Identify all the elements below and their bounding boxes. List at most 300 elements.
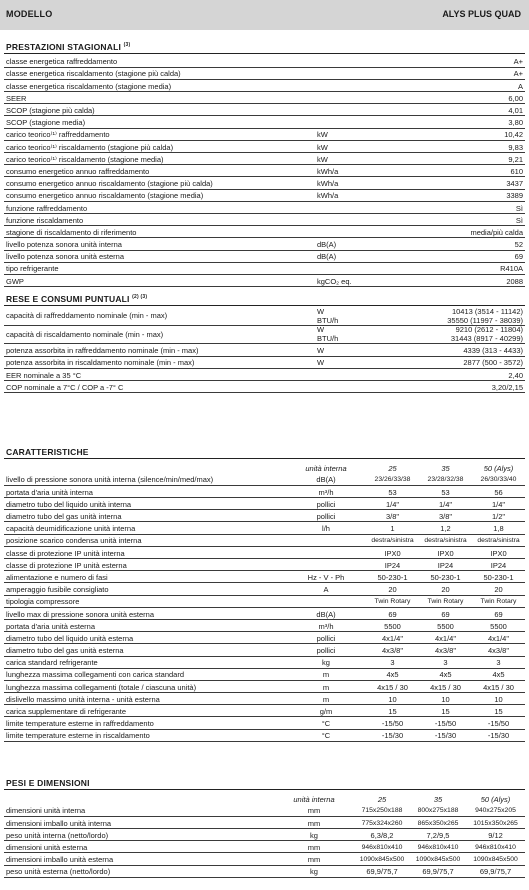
- row-unit: [316, 262, 416, 274]
- table-row: [4, 262, 525, 274]
- row-value: 4x5: [419, 668, 472, 680]
- row-value: 3437: [416, 177, 525, 189]
- section-title-caratteristiche: CARATTERISTICHE: [6, 447, 89, 457]
- row-unit: pollici: [286, 644, 366, 656]
- row-value: 20: [419, 583, 472, 595]
- row-value: 3/8": [419, 510, 472, 522]
- table-row: [4, 55, 525, 67]
- row-value: 23/26/33/38: [366, 473, 419, 485]
- row-value: 5500: [419, 619, 472, 631]
- section-title-stagionali: PRESTAZIONI STAGIONALI $^{(3)}$: [6, 42, 131, 52]
- row-value: 53: [419, 485, 472, 497]
- table-stagionali: [4, 55, 525, 287]
- row-value: 56: [472, 485, 525, 497]
- row-unit: mm: [274, 804, 354, 816]
- section-note: (3): [123, 42, 131, 49]
- section-title-pesi: PESI E DIMENSIONI: [6, 778, 90, 788]
- row-value: 4x1/4": [472, 632, 525, 644]
- row-value: 1,2: [419, 522, 472, 534]
- row-label: tipo refrigerante: [4, 262, 316, 274]
- row-label: diametro tubo del gas unità esterna: [4, 644, 286, 656]
- row-value: A: [416, 79, 525, 91]
- unit-line: W: [317, 308, 325, 316]
- row-unit: [316, 92, 416, 104]
- row-value: -15/30: [366, 729, 419, 741]
- table-row: [4, 485, 525, 497]
- row-label: SCOP (stagione più calda): [4, 104, 316, 116]
- row-value: A+: [416, 67, 525, 79]
- row-label: diametro tubo del gas unità interna: [4, 510, 286, 522]
- table-row: [4, 792, 525, 804]
- unit-line: BTU/h: [317, 315, 339, 325]
- row-value: 15: [366, 705, 419, 717]
- section-rule: [4, 789, 525, 790]
- table-row: [4, 189, 525, 201]
- table-row: [4, 213, 525, 225]
- row-label: diametro tubo del liquido unità interna: [4, 498, 286, 510]
- section-rule: [4, 53, 525, 54]
- row-value: 5500: [472, 619, 525, 631]
- row-label: lunghezza massima collegamenti (totale / ciascuna unità): [4, 680, 286, 692]
- row-label: limite temperature esterne in raffreddamento: [4, 717, 286, 729]
- row-value: 610: [416, 165, 525, 177]
- row-value: [396, 308, 525, 326]
- row-value: 940x275x205: [466, 804, 525, 816]
- row-value: -15/50: [472, 717, 525, 729]
- row-label: dimensioni unità esterna: [4, 841, 274, 853]
- row-unit: [286, 595, 366, 607]
- table-row: [4, 607, 525, 619]
- row-label: posizione scarico condensa unità interna: [4, 534, 286, 546]
- row-value: 1015x350x265: [466, 816, 525, 828]
- row-unit: mm: [274, 816, 354, 828]
- table-row: [4, 356, 525, 368]
- row-label: COP nominale a 7°C / COP a -7° C: [4, 380, 316, 392]
- row-value: Sì: [416, 201, 525, 213]
- row-value: 1090x845x500: [466, 853, 525, 865]
- row-unit: [316, 201, 416, 213]
- table-row: [4, 841, 525, 853]
- row-unit: [316, 79, 416, 91]
- value-line: 31443 (8917 - 40299): [450, 333, 523, 343]
- table-row: [4, 473, 525, 485]
- row-value: 1/2": [472, 510, 525, 522]
- row-value: 69: [416, 250, 525, 262]
- row-value: destra/sinistra: [366, 534, 419, 546]
- table-row: [4, 344, 525, 356]
- table-row: [4, 546, 525, 558]
- row-unit: [316, 213, 416, 225]
- row-value: 1/4": [366, 498, 419, 510]
- row-unit: kWh/a: [316, 165, 416, 177]
- value-line: 9210 (2612 - 11804): [455, 325, 523, 335]
- table-row: [4, 250, 525, 262]
- row-label: livello max di pressione sonora unità esterna: [4, 607, 286, 619]
- table-row: [4, 67, 525, 79]
- header-bar: [0, 0, 529, 30]
- row-unit: [316, 67, 416, 79]
- row-unit: l/h: [286, 522, 366, 534]
- row-value: 3: [472, 656, 525, 668]
- header-spacer: [4, 792, 274, 804]
- row-unit: pollici: [286, 632, 366, 644]
- col-header-model: 35: [433, 794, 443, 804]
- table-row: [4, 498, 525, 510]
- table-row: [4, 583, 525, 595]
- row-label: portata d'aria unità interna: [4, 485, 286, 497]
- row-unit: [316, 104, 416, 116]
- row-value: -15/50: [366, 717, 419, 729]
- row-value: 865x350x265: [410, 816, 466, 828]
- row-value: 5500: [366, 619, 419, 631]
- value-line: 10413 (3514 - 11142): [451, 308, 523, 316]
- row-value: destra/sinistra: [472, 534, 525, 546]
- row-unit: kWh/a: [316, 189, 416, 201]
- row-value: 69: [419, 607, 472, 619]
- row-label: livello di pressione sonora unità interna (silence/min/med/max): [4, 473, 286, 485]
- table-row: [4, 226, 525, 238]
- col-header-unit: unità interna: [293, 794, 335, 804]
- row-label: lunghezza massima collegamenti con carica standard: [4, 668, 286, 680]
- row-value: 20: [366, 583, 419, 595]
- row-value: 69: [366, 607, 419, 619]
- row-value: 3,80: [416, 116, 525, 128]
- table-row: [4, 165, 525, 177]
- row-value: 53: [366, 485, 419, 497]
- table-row: [4, 816, 525, 828]
- row-unit: [316, 368, 396, 380]
- row-value: 4x15 / 30: [366, 680, 419, 692]
- row-value: IP24: [419, 559, 472, 571]
- col-header-model: 25: [377, 794, 387, 804]
- row-value: 1,8: [472, 522, 525, 534]
- row-unit: A: [286, 583, 366, 595]
- section-rule: [4, 458, 525, 459]
- row-unit: dB(A): [286, 473, 366, 485]
- row-value: Twin Rotary: [366, 595, 419, 607]
- table-puntuali: [4, 308, 525, 393]
- row-value: [396, 326, 525, 344]
- row-unit: [286, 534, 366, 546]
- row-unit: mm: [274, 853, 354, 865]
- row-label: funzione riscaldamento: [4, 213, 316, 225]
- row-label: dislivello massimo unità interna - unità esterna: [4, 693, 286, 705]
- row-unit: m³/h: [286, 485, 366, 497]
- row-value: 10,42: [416, 128, 525, 140]
- row-label: GWP: [4, 274, 316, 286]
- row-value: 9,21: [416, 153, 525, 165]
- table-row: [4, 116, 525, 128]
- row-value: 2,40: [396, 368, 525, 380]
- row-unit: mm: [274, 841, 354, 853]
- row-value: 1: [366, 522, 419, 534]
- row-value: 946x810x410: [354, 841, 410, 853]
- row-label: dimensioni imballo unità esterna: [4, 853, 274, 865]
- table-row: [4, 595, 525, 607]
- row-label: stagione di riscaldamento di riferimento: [4, 226, 316, 238]
- row-label: livello potenza sonora unità interna: [4, 238, 316, 250]
- table-row: [4, 693, 525, 705]
- row-value: 4x1/4": [419, 632, 472, 644]
- row-label: potenza assorbita in raffreddamento nominale (min - max): [4, 344, 316, 356]
- row-unit: [316, 380, 396, 392]
- table-row: [4, 559, 525, 571]
- row-value: 4339 (313 - 4433): [396, 344, 525, 356]
- row-value: destra/sinistra: [419, 534, 472, 546]
- table-row: [4, 140, 525, 152]
- row-value: 946x810x410: [466, 841, 525, 853]
- row-value: A+: [416, 55, 525, 67]
- row-value: 9/12: [466, 829, 525, 841]
- row-label: consumo energetico annuo raffreddamento: [4, 165, 316, 177]
- row-unit: g/m: [286, 705, 366, 717]
- row-label: classe di protezione IP unità esterna: [4, 559, 286, 571]
- row-value: 10: [419, 693, 472, 705]
- row-value: 2877 (500 - 3572): [396, 356, 525, 368]
- col-header-model: 35: [441, 463, 450, 473]
- row-label: classe energetica raffreddamento: [4, 55, 316, 67]
- row-value: 4,01: [416, 104, 525, 116]
- row-unit: kg: [274, 829, 354, 841]
- row-unit: [316, 326, 396, 344]
- row-value: 4x5: [472, 668, 525, 680]
- table-row: [4, 153, 525, 165]
- row-value: 4x3/8": [472, 644, 525, 656]
- row-label: carica standard refrigerante: [4, 656, 286, 668]
- row-value: -15/30: [419, 729, 472, 741]
- table-row: [4, 522, 525, 534]
- row-value: 775x324x260: [354, 816, 410, 828]
- col-header-model: 25: [388, 463, 397, 473]
- table-row: [4, 656, 525, 668]
- row-unit: m: [286, 668, 366, 680]
- row-value: 26/30/33/40: [472, 473, 525, 485]
- row-value: 20: [472, 583, 525, 595]
- row-unit: m: [286, 680, 366, 692]
- row-value: 7,2/9,5: [410, 829, 466, 841]
- row-value: 4x15 / 30: [472, 680, 525, 692]
- value-line: 35550 (11997 - 38039): [447, 315, 523, 325]
- unit-line: BTU/h: [317, 333, 339, 343]
- row-value: media/più calda: [416, 226, 525, 238]
- row-unit: m: [286, 693, 366, 705]
- table-row: [4, 717, 525, 729]
- row-label: carica supplementare di refrigerante: [4, 705, 286, 717]
- table-row: [4, 274, 525, 286]
- header-spacer: [4, 461, 286, 473]
- row-unit: °C: [286, 729, 366, 741]
- section-note: (2) (3): [132, 294, 148, 301]
- row-value: IP24: [472, 559, 525, 571]
- row-value: Twin Rotary: [472, 595, 525, 607]
- row-value: 3: [419, 656, 472, 668]
- table-row: [4, 510, 525, 522]
- row-value: 946x810x410: [410, 841, 466, 853]
- row-label: capacità di riscaldamento nominale (min - max): [4, 326, 316, 344]
- row-label: limite temperature esterne in riscaldamento: [4, 729, 286, 741]
- row-unit: [286, 546, 366, 558]
- row-label: amperaggio fusibile consigliato: [4, 583, 286, 595]
- table-row: [4, 619, 525, 631]
- row-value: 4x1/4": [366, 632, 419, 644]
- row-value: 3: [366, 656, 419, 668]
- table-row: [4, 680, 525, 692]
- row-value: 69,9/75,7: [466, 865, 525, 877]
- row-label: consumo energetico annuo riscaldamento (stagione media): [4, 189, 316, 201]
- row-value: R410A: [416, 262, 525, 274]
- row-value: -15/30: [472, 729, 525, 741]
- row-value: 4x5: [366, 668, 419, 680]
- row-label: livello potenza sonora unità esterna: [4, 250, 316, 262]
- row-label: capacità di raffreddamento nominale (min - max): [4, 308, 316, 326]
- table-row: [4, 829, 525, 841]
- row-label: potenza assorbita in riscaldamento nominale (min - max): [4, 356, 316, 368]
- row-value: 6,3/8,2: [354, 829, 410, 841]
- table-row: [4, 729, 525, 741]
- table-row: [4, 865, 525, 877]
- row-value: 4x15 / 30: [419, 680, 472, 692]
- row-value: 9,83: [416, 140, 525, 152]
- row-unit: [286, 559, 366, 571]
- row-label: capacità deumidificazione unità interna: [4, 522, 286, 534]
- table-row: [4, 128, 525, 140]
- row-value: IPX0: [366, 546, 419, 558]
- col-header-model: 50 (Alys): [483, 463, 514, 473]
- row-label: tipologia compressore: [4, 595, 286, 607]
- table-row: [4, 92, 525, 104]
- section-title-puntuali: RESE E CONSUMI PUNTUALI $^{(2) (3)}$: [6, 294, 148, 304]
- table-row: [4, 104, 525, 116]
- row-label: peso unità interna (netto/lordo): [4, 829, 274, 841]
- row-value: Twin Rotary: [419, 595, 472, 607]
- row-unit: dB(A): [316, 250, 416, 262]
- row-unit: kW: [316, 128, 416, 140]
- table-row: [4, 853, 525, 865]
- row-unit: kW: [316, 153, 416, 165]
- table-row: [4, 177, 525, 189]
- row-unit: [316, 308, 396, 326]
- row-unit: pollici: [286, 498, 366, 510]
- table-row: [4, 571, 525, 583]
- row-unit: dB(A): [316, 238, 416, 250]
- row-value: 69,9/75,7: [410, 865, 466, 877]
- row-unit: kW: [316, 140, 416, 152]
- row-value: 15: [472, 705, 525, 717]
- row-value: 50-230-1: [366, 571, 419, 583]
- table-caratteristiche: [4, 461, 525, 742]
- table-pesi: [4, 792, 525, 878]
- model-name: ALYS PLUS QUAD: [442, 9, 521, 19]
- table-row: [4, 368, 525, 380]
- row-value: 69: [472, 607, 525, 619]
- table-row: [4, 201, 525, 213]
- section-rule: [4, 305, 525, 306]
- row-label: diametro tubo del liquido unità esterna: [4, 632, 286, 644]
- row-label: carico teorico⁽¹⁾ riscaldamento (stagione più calda): [4, 140, 316, 152]
- row-unit: °C: [286, 717, 366, 729]
- row-value: IPX0: [419, 546, 472, 558]
- row-value: 4x3/8": [419, 644, 472, 656]
- table-row: [4, 534, 525, 546]
- row-value: 23/28/32/38: [419, 473, 472, 485]
- row-unit: dB(A): [286, 607, 366, 619]
- table-row: [4, 79, 525, 91]
- unit-line: W: [317, 325, 325, 335]
- row-label: classe di protezione IP unità interna: [4, 546, 286, 558]
- row-label: EER nominale a 35 °C: [4, 368, 316, 380]
- row-label: SEER: [4, 92, 316, 104]
- row-label: carico teorico⁽¹⁾ raffreddamento: [4, 128, 316, 140]
- row-value: 1090x845x500: [354, 853, 410, 865]
- row-value: 6,00: [416, 92, 525, 104]
- row-label: classe energetica riscaldamento (stagione media): [4, 79, 316, 91]
- row-value: 1090x845x500: [410, 853, 466, 865]
- table-row: [4, 380, 525, 392]
- row-label: portata d'aria unità esterna: [4, 619, 286, 631]
- row-unit: kgCO₂ eq.: [316, 274, 416, 286]
- row-value: 2088: [416, 274, 525, 286]
- table-row: [4, 644, 525, 656]
- row-value: 69,9/75,7: [354, 865, 410, 877]
- row-label: peso unità esterna (netto/lordo): [4, 865, 274, 877]
- row-value: IPX0: [472, 546, 525, 558]
- row-unit: kWh/a: [316, 177, 416, 189]
- table-row: [4, 461, 525, 473]
- col-header-unit: unità interna: [305, 463, 347, 473]
- row-value: -15/50: [419, 717, 472, 729]
- row-label: dimensioni imballo unità interna: [4, 816, 274, 828]
- row-unit: m³/h: [286, 619, 366, 631]
- row-value: IP24: [366, 559, 419, 571]
- row-unit: Hz - V - Ph: [286, 571, 366, 583]
- row-value: 15: [419, 705, 472, 717]
- model-heading: MODELLO: [6, 9, 53, 19]
- row-value: 1/4": [472, 498, 525, 510]
- row-value: 3/8": [366, 510, 419, 522]
- row-value: 4x3/8": [366, 644, 419, 656]
- table-row: [4, 308, 525, 326]
- row-unit: [316, 226, 416, 238]
- table-row: [4, 705, 525, 717]
- row-label: alimentazione e numero di fasi: [4, 571, 286, 583]
- table-row: [4, 668, 525, 680]
- row-label: funzione raffreddamento: [4, 201, 316, 213]
- row-value: 50-230-1: [419, 571, 472, 583]
- row-value: 3,20/2,15: [396, 380, 525, 392]
- row-value: 3389: [416, 189, 525, 201]
- row-unit: W: [316, 344, 396, 356]
- table-row: [4, 632, 525, 644]
- row-unit: kg: [286, 656, 366, 668]
- row-label: classe energetica riscaldamento (stagione più calda): [4, 67, 316, 79]
- row-unit: kg: [274, 865, 354, 877]
- row-label: carico teorico⁽¹⁾ riscaldamento (stagione media): [4, 153, 316, 165]
- row-label: dimensioni unità interna: [4, 804, 274, 816]
- row-value: 1/4": [419, 498, 472, 510]
- row-value: Sì: [416, 213, 525, 225]
- row-value: 10: [472, 693, 525, 705]
- row-unit: W: [316, 356, 396, 368]
- row-value: 50-230-1: [472, 571, 525, 583]
- row-unit: [316, 116, 416, 128]
- table-row: [4, 326, 525, 344]
- row-value: 10: [366, 693, 419, 705]
- table-row: [4, 238, 525, 250]
- row-unit: [316, 55, 416, 67]
- table-row: [4, 804, 525, 816]
- col-header-model: 50 (Alys): [480, 794, 511, 804]
- row-value: 715x250x188: [354, 804, 410, 816]
